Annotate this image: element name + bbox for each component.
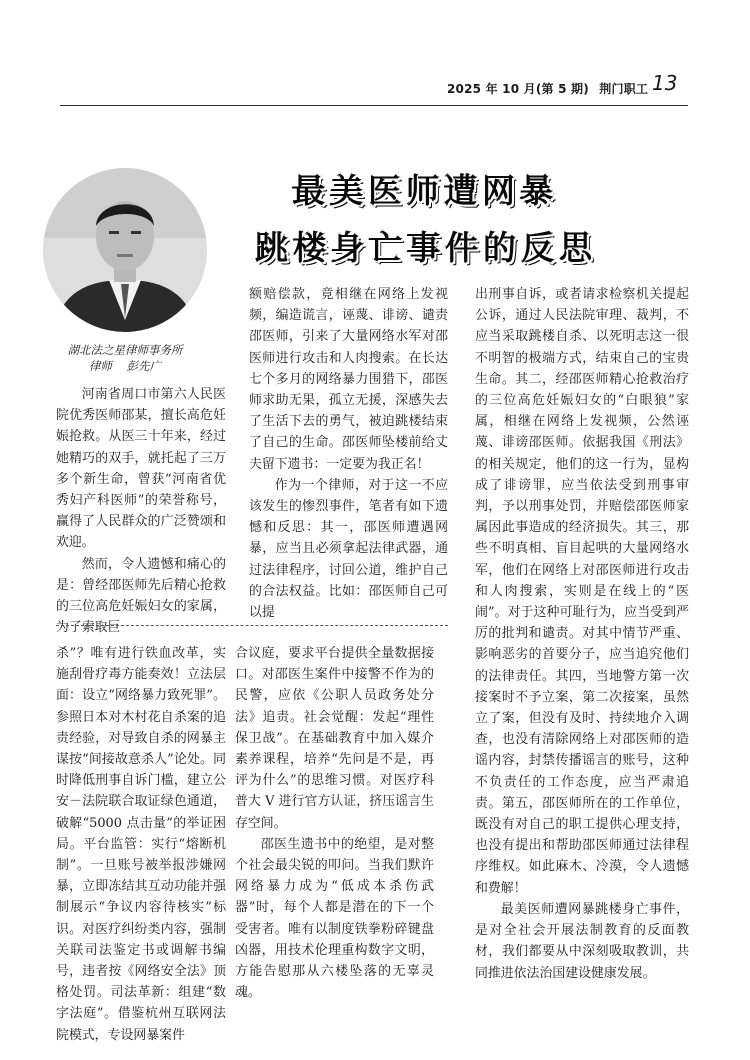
paragraph: 作为一个律师，对于这一不应该发生的惨烈事件，笔者有如下遗憾和反思：其一，邵医师遭遇网暴，应当且必须拿起法律武器，通过法律程序，讨回公道，维护自己的合法权益。比如：邵医师自己可以提 xyxy=(249,477,448,621)
paragraph: 然而，令人遗憾和痛心的是：曾经邵医师先后精心抢救的三位高危妊娠妇女的家属，为了索取巨 xyxy=(56,556,226,636)
paragraph: 出刑事自诉，或者请求检察机关提起公诉，通过人民法院审理、裁判，不应当采取跳楼自杀、以死明志这一很不明智的极端方式，结束自己的宝贵生命。其二，经邵医师精心抢救治疗的三位高危妊娠妇女的“白眼狼”家属，相继在网络上发视频，公然诬蔑、诽谤邵医师。依据我国《刑法》的相关规定，他们的这一行为，显构成了诽谤罪，应当依法受到刑事审判，予以刑事处罚，并赔偿邵医师家属因此事造成的经济损失。其三，那些不明真相、盲目起哄的大量网络水军，他们在网络上对邵医师进行攻击和人肉搜索，实则是在线上的“医闹”。对于这种可耻行为，应当受到严厉的批判和谴责。对其中情节严重、影响恶劣的首要分子，应当追究他们的法律责任。其四，当地警方第一次接案时不予立案，第二次接案，虽然立了案，但没有及时、持续地介入调查，也没有清除网络上对邵医师的造谣内容，封禁传播谣言的账号，这种不负责任的工作态度，应当严肃追责。第五，邵医师所在的工作单位，既没有对自己的职工提供心理支持，也没有提出和帮助邵医师通过法律程序维权。如此麻木、冷漠，令人遗憾和费解！ xyxy=(475,287,689,896)
issue-header xyxy=(447,80,648,97)
paragraph: 额赔偿款，竟相继在网络上发视频，编造谎言，诬蔑、诽谤、谴责邵医师，引来了大量网络水军对邵医师进行攻击和人肉搜索。在长达七个多月的网络暴力围猎下，邵医师求助无果，孤立无援，深感失去了生活下去的勇气，被迫跳楼结束了自己的生命。邵医师坠楼前给丈夫留下遗书：一定要为我正名！ xyxy=(249,287,448,472)
column-2-top xyxy=(249,284,448,623)
column-1-top xyxy=(56,384,226,638)
paragraph: 合议庭，要求平台提供全量数据接口。对邵医生案件中接警不作为的民警，应依《公职人员政务处分法》追责。社会觉醒：发起“理性保卫战”。在基础教育中加入媒介素养课程，培养“先问是不是，再评为什么”的思维习惯。对医疗科普大 V 进行官方认证，挤压谣言生存空间。 xyxy=(235,646,434,831)
paragraph: 最美医师遭网暴跳楼身亡事件，是对全社会开展法制教育的反面教材，我们都要从中深刻吸取教训，共同推进依法治国建设健康发展。 xyxy=(475,901,689,981)
paragraph: 河南省周口市第六人民医院优秀医师邵某，擅长高危妊娠抢救。从医三十年来，经过她精巧的双手，就托起了三万多个新生命，曾获“河南省优秀妇产科医师”的荣誉称号，赢得了人民群众的广泛赞颂和欢迎。 xyxy=(56,387,226,551)
portrait-photo xyxy=(43,168,207,332)
issue-date: 2025 年 10 月(第 5 期) xyxy=(447,82,589,96)
paragraph: 邵医生遗书中的绝望，是对整个社会最尖锐的叩问。当我们默许网络暴力成为“低成本杀伤武器”时，每个人都是潜在的下一个受害者。唯有以制度铁拳粉碎键盘凶器，用技术伦理重构数字文明，方能告慰那从六楼坠落的无辜灵魂。 xyxy=(235,836,434,1001)
section-divider xyxy=(56,625,448,626)
column-3 xyxy=(475,284,689,984)
header-rule xyxy=(60,105,688,106)
magazine-name: 荆门职工 xyxy=(599,82,649,96)
column-2-bottom xyxy=(235,643,434,1003)
paragraph: 杀”？唯有进行铁血改革，实施刮骨疗毒方能奏效！立法层面：设立“网络暴力致死罪”。参照日本对木村花自杀案的追责经验，对导致自杀的网暴主谋按“间接故意杀人”论处。同时降低刑事自诉门槛，建立公安－法院联合取证绿色通道，破解“5000 点击量”的举证困局。平台监管：实行“熔断机制”。一旦账号被举报涉嫌网暴，立即冻结其互动功能并强制展示“争议内容待核实”标识。对医疗纠纷类内容，强制关联司法鉴定书或调解书编号，违者按《网络安全法》顶格处罚。司法革新：组建“数字法庭”。借鉴杭州互联网法院模式，专设网暴案件 xyxy=(56,646,226,1043)
author-name: 律师 彭先广 xyxy=(88,359,162,373)
column-1-bottom xyxy=(56,643,226,1046)
title-line-2: 跳楼身亡事件的反思 xyxy=(255,228,597,267)
author-affiliation: 湖北法之星律师事务所 xyxy=(67,343,183,357)
title-line-1: 最美医师遭网暴 xyxy=(292,171,558,210)
page-number: 13 xyxy=(652,71,678,95)
author-portrait xyxy=(43,168,207,332)
